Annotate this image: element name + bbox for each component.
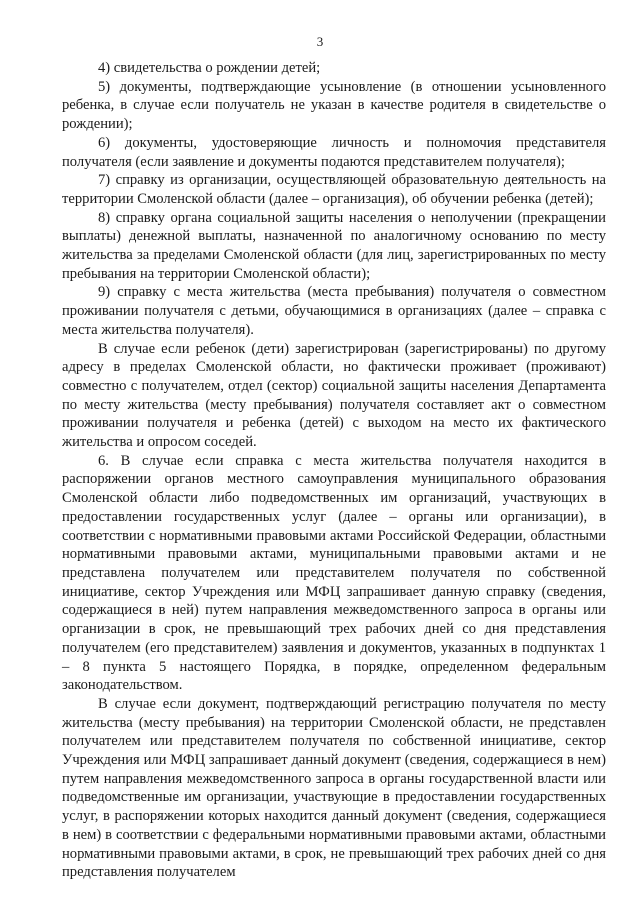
list-item-9: 9) справку с места жительства (места пребывания) получателя о совместном проживании получателя с детьми, обучающимися в организациях (далее – справка с места жительства получателя). xyxy=(62,284,606,338)
list-item-4: 4) свидетельства о рождении детей; xyxy=(98,60,321,76)
document-body xyxy=(62,59,606,882)
paragraph-joint-residence: В случае если ребенок (дети) зарегистрирован (зарегистрированы) по другому адресу в пределах Смоленской области, но фактически проживает (проживают) совместно с получателем, отдел (сектор) социальной защиты населения Департамента по месту жительства (месту пребывания) получателя составляет акт о совместном проживании получателя и ребенка (детей) с выходом на место их фактического жительства и опросом соседей. xyxy=(62,340,606,451)
list-item-7: 7) справку из организации, осуществляющей образовательную деятельность на территории Смоленской области (далее – организация), об обучении ребенка (детей); xyxy=(62,172,606,207)
page-number: 3 xyxy=(316,34,324,49)
list-item-5: 5) документы, подтверждающие усыновление (в отношении усыновленного ребенка, в случае если получатель не указан в качестве родителя в свидетельстве о рождении); xyxy=(62,78,606,133)
list-item-8: 8) справку органа социальной защиты населения о неполучении (прекращении выплаты) денежной выплаты, назначенной по аналогичному основанию по месту жительства за пределами Смоленской области (для лиц, зарегистрированных по месту пребывания на территории Смоленской области); xyxy=(62,209,606,282)
list-item-6: 6) документы, удостоверяющие личность и полномочия представителя получателя (если заявление и документы подаются представителем получателя); xyxy=(62,134,606,170)
paragraph-clause-6: 6. В случае если справка с места жительства получателя находится в распоряжении органов местного самоуправления муниципального образования Смоленской области либо подведомственных им организаций, участвующих в предоставлении государственных услуг (далее – органы или организации), в соответствии с нормативными правовыми актами Российской Федерации, областными нормативными правовыми актами, муниципальными правовыми актами и не представлена получателем или представителем получателя по собственной инициативе, сектор Учреждения или МФЦ запрашивает данную справку (сведения, содержащиеся в ней) путем направления межведомственного запроса в органы или организации в срок, не превышающий трех рабочих дней со дня представления получателем (его представителем) заявления и документов, указанных в подпунктах 1 – 8 пункта 5 настоящего Порядка, в порядке, определенном федеральным законодательством. xyxy=(62,452,606,694)
paragraph-registration-document: В случае если документ, подтверждающий регистрацию получателя по месту жительства (месту пребывания) на территории Смоленской области, не представлен получателем или представителем получателя по собственной инициативе, сектор Учреждения или МФЦ запрашивает данный документ (сведения, содержащиеся в нем) путем направления межведомственного запроса в органы государственной власти или подведомственные им организации, участвующие в предоставлении государственных услуг, в распоряжении которых находится данный документ (сведения, содержащиеся в нем) в соответствии с федеральными нормативными правовыми актами, областными нормативными правовыми актами, в срок, не превышающий трех рабочих дней со дня представления получателем xyxy=(62,695,606,881)
